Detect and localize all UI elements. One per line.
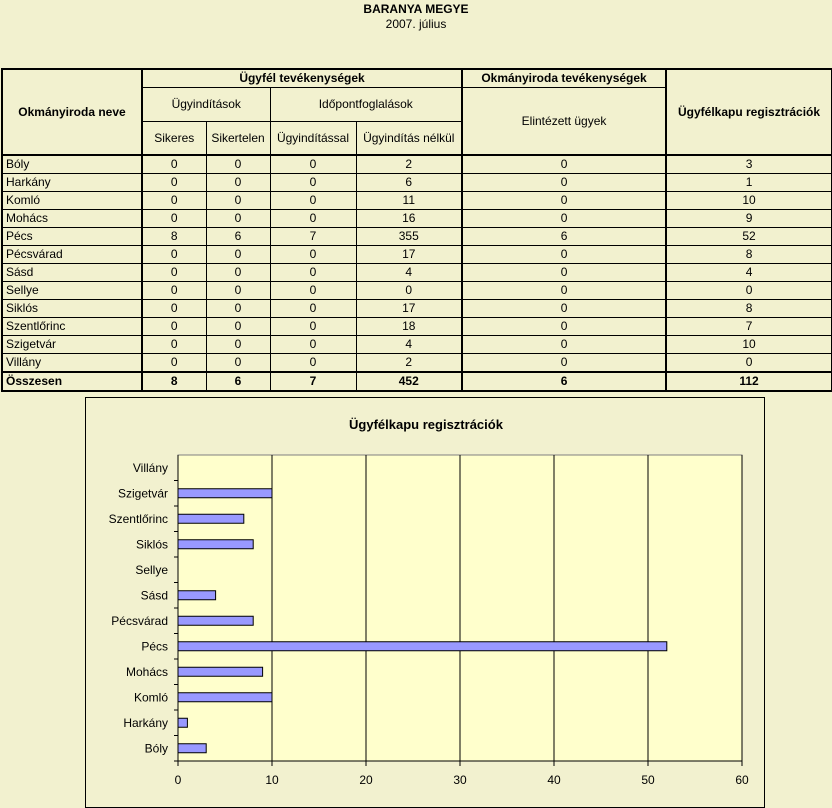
cell-completed: 0 [462,155,666,174]
cell-successful: 0 [142,300,206,318]
header-successful: Sikeres [142,121,206,155]
cell-portal-registrations: 8 [666,246,832,264]
y-tick-label: Mohács [125,664,168,679]
cell-unsuccessful: 0 [206,174,270,192]
table-row [2,282,832,300]
table-row [2,354,832,373]
table-row [2,246,832,264]
cell-unsuccessful: 0 [206,354,270,373]
cell-completed: 0 [462,282,666,300]
total-office-name: Összesen [2,372,142,391]
cell-portal-registrations: 8 [666,300,832,318]
table-row [2,336,832,354]
cell-successful: 0 [142,155,206,174]
table-row [2,210,832,228]
cell-portal-registrations: 1 [666,174,832,192]
bar [178,489,272,498]
header-portal-registrations: Ügyfélkapu regisztrációk [666,69,832,155]
cell-portal-registrations: 10 [666,192,832,210]
cell-portal-registrations: 4 [666,264,832,282]
bar [178,540,253,549]
cell-with-initiation: 0 [270,174,356,192]
total-without-initiation: 452 [356,372,462,391]
cell-successful: 0 [142,210,206,228]
statistics-table [1,68,832,392]
header-completed-cases: Elintézett ügyek [462,87,666,155]
y-tick-label: Sellye [135,562,168,577]
cell-without-initiation: 4 [356,336,462,354]
header-office-name: Okmányiroda neve [2,69,142,155]
cell-completed: 0 [462,210,666,228]
cell-office-name: Villány [2,354,142,373]
cell-successful: 0 [142,192,206,210]
total-row [2,372,832,391]
cell-unsuccessful: 0 [206,192,270,210]
cell-successful: 0 [142,246,206,264]
header-initiations: Ügyindítások [142,87,270,121]
portal-registrations-chart [86,398,764,807]
header-bookings: Időpontfoglalások [270,87,462,121]
table-row [2,192,832,210]
cell-without-initiation: 17 [356,300,462,318]
cell-successful: 0 [142,282,206,300]
cell-unsuccessful: 0 [206,318,270,336]
bar [178,693,272,702]
y-tick-label: Villány [132,460,168,475]
cell-without-initiation: 11 [356,192,462,210]
cell-with-initiation: 0 [270,155,356,174]
bar [178,616,253,625]
cell-unsuccessful: 0 [206,264,270,282]
cell-without-initiation: 17 [356,246,462,264]
cell-office-name: Szentlőrinc [2,318,142,336]
cell-completed: 0 [462,246,666,264]
cell-without-initiation: 2 [356,354,462,373]
x-tick-label: 40 [547,773,561,787]
cell-completed: 0 [462,264,666,282]
header-client-activities: Ügyfél tevékenységek [142,69,462,87]
cell-completed: 0 [462,354,666,373]
cell-with-initiation: 0 [270,264,356,282]
cell-with-initiation: 0 [270,282,356,300]
chart-title: Ügyfélkapu regisztrációk [349,417,503,432]
y-tick-label: Pécsvárad [111,613,168,628]
cell-without-initiation: 6 [356,174,462,192]
report-header [0,2,832,32]
cell-without-initiation: 0 [356,282,462,300]
bar [178,667,263,676]
cell-unsuccessful: 0 [206,300,270,318]
bar [178,718,187,727]
y-tick-label: Bóly [144,741,168,756]
x-tick-label: 50 [641,773,655,787]
total-successful: 8 [142,372,206,391]
cell-with-initiation: 0 [270,246,356,264]
y-tick-label: Pécs [141,639,168,654]
x-tick-label: 60 [735,773,749,787]
cell-office-name: Mohács [2,210,142,228]
cell-portal-registrations: 3 [666,155,832,174]
header-office-activities: Okmányiroda tevékenységek [462,69,666,87]
bar [178,514,244,523]
report-title: BARANYA MEGYE [363,2,469,16]
cell-office-name: Pécsvárad [2,246,142,264]
cell-unsuccessful: 0 [206,336,270,354]
cell-office-name: Szigetvár [2,336,142,354]
cell-successful: 0 [142,174,206,192]
cell-office-name: Harkány [2,174,142,192]
cell-office-name: Bóly [2,155,142,174]
cell-completed: 0 [462,300,666,318]
cell-portal-registrations: 7 [666,318,832,336]
y-tick-label: Harkány [123,715,168,730]
cell-without-initiation: 18 [356,318,462,336]
bar [178,591,216,600]
cell-portal-registrations: 0 [666,354,832,373]
cell-successful: 0 [142,336,206,354]
chart-area [85,397,765,808]
cell-office-name: Komló [2,192,142,210]
bar [178,744,206,753]
cell-with-initiation: 0 [270,354,356,373]
cell-with-initiation: 0 [270,318,356,336]
header-unsuccessful: Sikertelen [206,121,270,155]
table-row [2,228,832,246]
x-tick-label: 0 [174,773,182,787]
table-row [2,155,832,174]
y-tick-label: Komló [133,690,168,705]
bar [178,642,667,651]
cell-without-initiation: 355 [356,228,462,246]
y-tick-label: Sásd [140,588,168,603]
cell-office-name: Sásd [2,264,142,282]
cell-with-initiation: 0 [270,300,356,318]
cell-portal-registrations: 10 [666,336,832,354]
table-row [2,174,832,192]
total-with-initiation: 7 [270,372,356,391]
header-with-initiation: Ügyindítással [270,121,356,155]
cell-office-name: Siklós [2,300,142,318]
cell-with-initiation: 0 [270,192,356,210]
cell-successful: 8 [142,228,206,246]
cell-without-initiation: 16 [356,210,462,228]
cell-portal-registrations: 0 [666,282,832,300]
cell-unsuccessful: 0 [206,155,270,174]
cell-with-initiation: 0 [270,336,356,354]
cell-completed: 0 [462,174,666,192]
cell-completed: 0 [462,192,666,210]
cell-with-initiation: 0 [270,210,356,228]
cell-completed: 0 [462,318,666,336]
table-row [2,300,832,318]
cell-office-name: Sellye [2,282,142,300]
cell-without-initiation: 2 [356,155,462,174]
cell-with-initiation: 7 [270,228,356,246]
cell-unsuccessful: 0 [206,282,270,300]
table-row [2,264,832,282]
y-tick-label: Szigetvár [117,486,168,501]
table-row [2,318,832,336]
cell-completed: 6 [462,228,666,246]
y-tick-label: Szentlőrinc [108,511,168,526]
y-tick-label: Siklós [135,537,168,552]
cell-unsuccessful: 6 [206,228,270,246]
cell-office-name: Pécs [2,228,142,246]
cell-unsuccessful: 0 [206,246,270,264]
cell-successful: 0 [142,318,206,336]
report-subtitle: 2007. július [385,17,447,31]
cell-without-initiation: 4 [356,264,462,282]
total-completed: 6 [462,372,666,391]
total-portal-registrations: 112 [666,372,832,391]
cell-portal-registrations: 52 [666,228,832,246]
cell-successful: 0 [142,354,206,373]
cell-unsuccessful: 0 [206,210,270,228]
x-tick-label: 20 [359,773,373,787]
header-without-initiation: Ügyindítás nélkül [356,121,462,155]
cell-completed: 0 [462,336,666,354]
cell-portal-registrations: 9 [666,210,832,228]
x-tick-label: 10 [265,773,279,787]
x-tick-label: 30 [453,773,467,787]
total-unsuccessful: 6 [206,372,270,391]
cell-successful: 0 [142,264,206,282]
